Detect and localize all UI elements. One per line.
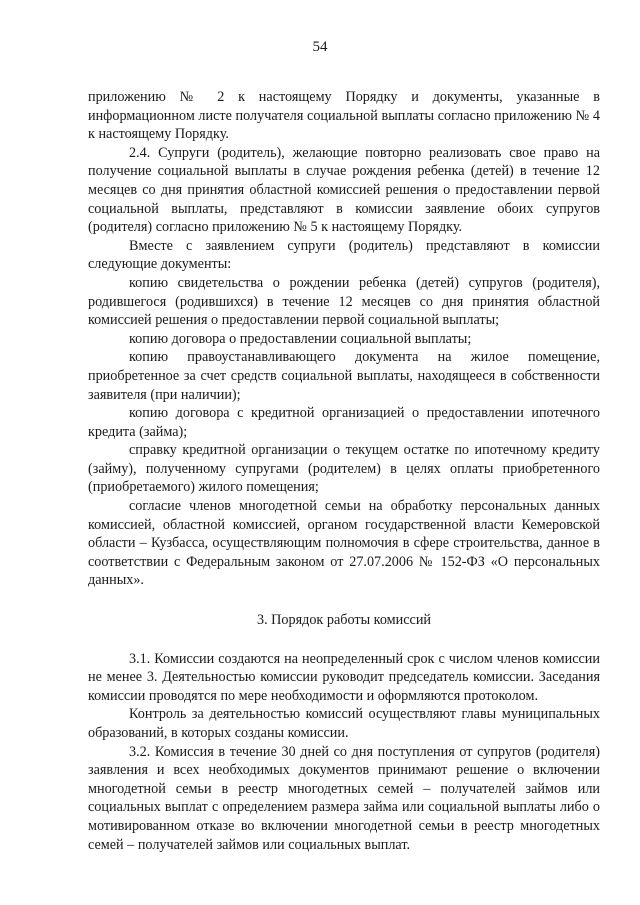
list-item-contract-copy: копию договора о предоставлении социальной выплаты; (129, 330, 472, 347)
paragraph-3-2: 3.2. Комиссия в течение 30 дней со дня поступления от супругов (родителя) заявления и всех необходимых документов принимают решение о включении многодетной семьи в реестр многодетных семей – получателей займов или социальных выплат с определением размера займа или социальной выплаты либо о мотивированном отказе во включении многодетной семьи в реестр многодетных семей – получателей займов или социальных выплат. (88, 743, 600, 853)
list-item-data-consent: согласие членов многодетной семьи на обработку персональных данных комиссией, областной комиссией, органом государственной власти Кемеровской области – Кузбасса, осуществляющим полномочия в сфере строительства, данное в соответствии с Федеральным законом от 27.07.2006 № 152-ФЗ «О персональных данных». (88, 498, 600, 589)
page-number: 54 (312, 39, 328, 55)
list-item-title-document: копию правоустанавливающего документа на жилое помещение, приобретенное за счет средств социальной выплаты, находящееся в собственности заявителя (при наличии); (88, 349, 600, 403)
list-item-mortgage-contract: копию договора с кредитной организацией о предоставлении ипотечного кредита (займа); (88, 405, 600, 440)
paragraph-2-4: 2.4. Супруги (родитель), желающие повторно реализовать свое право на получение социальной выплаты в случае рождения ребенка (детей) в течение 12 месяцев со дня принятия областной комиссией решения о предоставлении первой социальной выплаты, представляют в комиссии заявление обоих супругов (родителя) согласно приложению № 5 к настоящему Порядку. (88, 144, 600, 236)
paragraph-3-1: 3.1. Комиссии создаются на неопределенный срок с числом членов комиссии не менее 3. Деятельностью комиссии руководит председатель комиссии. Заседания комиссии проводятся по мере необходимости и оформляются протоколом. (88, 650, 600, 704)
list-item-bank-certificate: справку кредитной организации о текущем остатке по ипотечному кредиту (займу), полученному супругами (родителем) в целях оплаты приобретенного (приобретаемого) жилого помещения; (88, 442, 600, 496)
paragraph-documents-intro: Вместе с заявлением супруги (родитель) представляют в комиссии следующие документы: (88, 237, 600, 273)
list-item-birth-certificate: копию свидетельства о рождении ребенка (детей) супругов (родителя), родившегося (родившихся) в течение 12 месяцев со дня принятия областной комиссией решения о предоставлении первой социальной выплаты; (88, 274, 600, 329)
paragraph-control: Контроль за деятельностью комиссий осуществляют главы муниципальных образований, в которых созданы комиссии. (88, 706, 600, 741)
section-heading: 3. Порядок работы комиссий (256, 612, 432, 629)
paragraph-continuation: приложению № 2 к настоящему Порядку и документы, указанные в информационном листе получателя социальной выплаты согласно приложению № 4 к настоящему Порядку. (88, 89, 600, 143)
document-body (88, 88, 600, 854)
